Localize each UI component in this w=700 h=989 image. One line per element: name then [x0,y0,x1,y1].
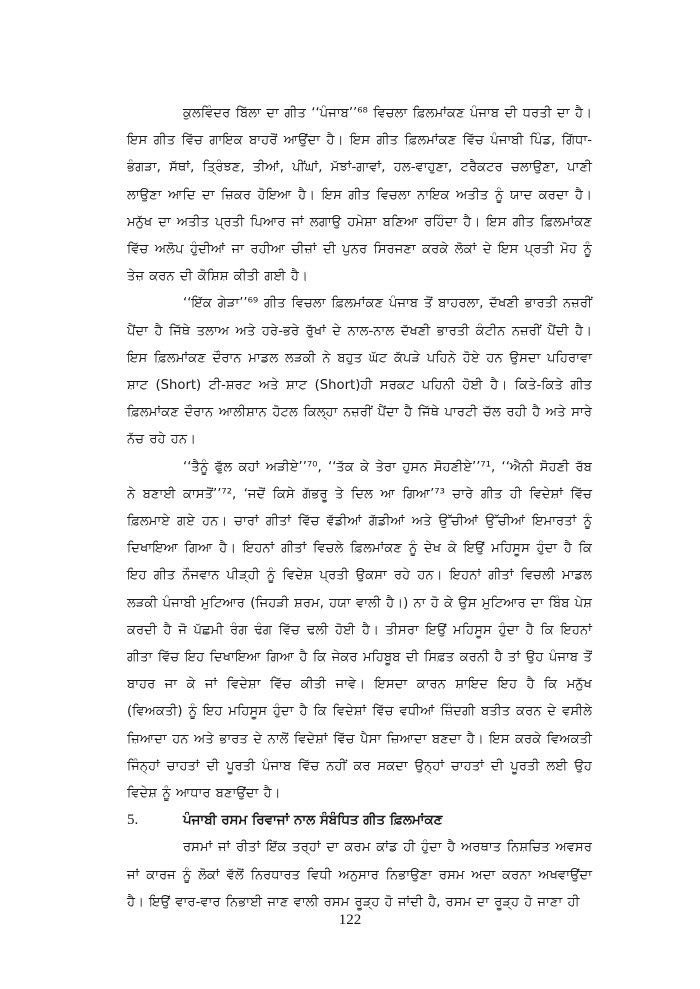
paragraph-punjab-song: ਕੁਲਵਿੰਦਰ ਬਿੱਲਾ ਦਾ ਗੀਤ ‘‘ਪੰਜਾਬ’’⁶⁸ ਵਿਚਲਾ ਫ਼ਿਲਮਾਂਕਣ ਪੰਜਾਬ ਦੀ ਧਰਤੀ ਦਾ ਹੈ। ਇਸ ਗੀਤ ਵਿੱਚ ਗਾਇਕ ਬਾਹਰੋਂ ਆਉਂਦਾ ਹੈ। ਇਸ ਗੀਤ ਫ਼ਿਲਮਾਂਕਣ ਵਿੱਚ ਪੰਜਾਬੀ ਪਿੰਡ, ਗਿੱਧਾ-ਭੰਗੜਾ, ਸੱਥਾਂ, ਤ੍ਰਿੰਝਣ, ਤੀਆਂ, ਪੀਂਘਾਂ, ਮੱਝਾਂ-ਗਾਵਾਂ, ਹਲ-ਵਾਹੁਣਾ, ਟਰੈਕਟਰ ਚਲਾਉਣਾ, ਪਾਣੀ ਲਾਉਣਾ ਆਦਿ ਦਾ ਜ਼ਿਕਰ ਹੋਇਆ ਹੈ। ਇਸ ਗੀਤ ਵਿਚਲਾ ਨਾਇਕ ਅਤੀਤ ਨੂੰ ਯਾਦ ਕਰਦਾ ਹੈ। ਮਨੁੱਖ ਦਾ ਅਤੀਤ ਪ੍ਰਤੀ ਪਿਆਰ ਜਾਂ ਲਗਾਉ ਹਮੇਸ਼ਾ ਬਣਿਆ ਰਹਿੰਦਾ ਹੈ। ਇਸ ਗੀਤ ਫ਼ਿਲਮਾਂਕਣ ਵਿੱਚ ਅਲੋਪ ਹੁੰਦੀਆਂ ਜਾ ਰਹੀਆ ਚੀਜ਼ਾਂ ਦੀ ਪੁਨਰ ਸਿਰਜਣਾ ਕਰਕੇ ਲੋਕਾਂ ਦੇ ਇਸ ਪ੍ਰਤੀ ਮੋਹ ਨੂੰ ਤੇਜ਼ ਕਰਨ ਦੀ ਕੋਸ਼ਿਸ਼ ਕੀਤੀ ਗਈ ਹੈ। [127,106,592,285]
section-title: ਪੰਜਾਬੀ ਰਸਮ ਰਿਵਾਜਾਂ ਨਾਲ ਸੰਬੰਧਿਤ ਗੀਤ ਫ਼ਿਲਮਾਂਕਣ [183,813,443,829]
page-number: 122 [338,912,362,928]
paragraph-rituals: ਰਸਮਾਂ ਜਾਂ ਰੀਤਾਂ ਇੱਕ ਤਰ੍ਹਾਂ ਦਾ ਕਰਮ ਕਾਂਡ ਹੀ ਹੁੰਦਾ ਹੈ ਅਰਥਾਤ ਨਿਸ਼ਚਿਤ ਅਵਸਰ ਜਾਂ ਕਾਰਜ ਨੂੰ ਲੋਕਾਂ ਵੱਲੋਂ ਨਿਰਧਾਰਤ ਵਿਧੀ ਅਨੁਸਾਰ ਨਿਭਾਉਣਾ ਰਸਮ ਅਦਾ ਕਰਨਾ ਅਖਵਾਉਂਦਾ ਹੈ। ਇਉਂ ਵਾਰ-ਵਾਰ ਨਿਭਾਈ ਜਾਣ ਵਾਲੀ ਰਸਮ ਰੂੜ੍ਹ ਹੋ ਜਾਂਦੀ ਹੈ, ਰਸਮ ਦਾ ਰੂੜ੍ਹ ਹੋ ਜਾਣਾ ਹੀ [127,840,592,910]
section-heading [127,807,592,834]
paragraph-ikk-gera-song: ‘‘ਇੱਕ ਗੇੜਾ’’⁶⁹ ਗੀਤ ਵਿਚਲਾ ਫ਼ਿਲਮਾਂਕਣ ਪੰਜਾਬ ਤੋਂ ਬਾਹਰਲਾ, ਦੱਖਣੀ ਭਾਰਤੀ ਨਜ਼ਰੀਂ ਪੈਂਦਾ ਹੈ ਜਿੱਥੇ ਤਲਾਅ ਅਤੇ ਹਰੇ-ਭਰੇ ਰੁੱਖਾਂ ਦੇ ਨਾਲ-ਨਾਲ ਦੱਖਣੀ ਭਾਰਤੀ ਕੰਟੀਨ ਨਜ਼ਰੀਂ ਪੈਂਦੀ ਹੈ। ਇਸ ਫ਼ਿਲਮਾਂਕਣ ਦੌਰਾਨ ਮਾਡਲ ਲੜਕੀ ਨੇ ਬਹੁਤ ਘੱਟ ਕੱਪੜੇ ਪਹਿਨੇ ਹੋਏ ਹਨ ਉਸਦਾ ਪਹਿਰਾਵਾ ਸ਼ਾਟ (Short) ਟੀ-ਸ਼ਰਟ ਅਤੇ ਸ਼ਾਟ (Short)ਹੀ ਸਰਕਟ ਪਹਿਨੀ ਹੋਈ ਹੈ। ਕਿਤੇ-ਕਿਤੇ ਗੀਤ ਫ਼ਿਲਮਾਂਕਣ ਦੌਰਾਨ ਆਲੀਸ਼ਾਨ ਹੋਟਲ ਕਿਲ੍ਹਾ ਨਜ਼ਰੀਂ ਪੈਂਦਾ ਹੈ ਜਿੱਥੇ ਪਾਰਟੀ ਚੱਲ ਰਹੀ ਹੈ ਅਤੇ ਸਾਰੇ ਨੱਚ ਰਹੇ ਹਨ। [127,296,592,448]
section-number: 5. [127,812,139,829]
document-page [127,100,592,916]
paragraph-foreign-songs: ‘‘ਤੈਨੂੰ ਫੁੱਲ ਕਹਾਂ ਅੜੀਏ’’⁷⁰, ‘‘ਤੱਕ ਕੇ ਤੇਰਾ ਹੁਸਨ ਸੋਹਣੀਏ’’⁷¹, ‘‘ਐਨੀ ਸੋਹਣੀ ਰੱਬ ਨੇ ਬਣਾਈ ਕਾਸਤੋਂ’’⁷², ‘ਜਦੋਂ ਕਿਸੇ ਗੱਭਰੂ ਤੇ ਦਿਲ ਆ ਗਿਆ’⁷³ ਚਾਰੇ ਗੀਤ ਹੀ ਵਿਦੇਸ਼ਾਂ ਵਿੱਚ ਫ਼ਿਲਮਾਏ ਗਏ ਹਨ। ਚਾਰਾਂ ਗੀਤਾਂ ਵਿੱਚ ਵੱਡੀਆਂ ਗੱਡੀਆਂ ਅਤੇ ਉੱਚੀਆਂ ਉੱਚੀਆਂ ਇਮਾਰਤਾਂ ਨੂੰ ਦਿਖਾਇਆ ਗਿਆ ਹੈ। ਇਹਨਾਂ ਗੀਤਾਂ ਵਿਚਲੇ ਫ਼ਿਲਮਾਂਕਣ ਨੂੰ ਦੇਖ ਕੇ ਇਉਂ ਮਹਿਸੂਸ ਹੁੰਦਾ ਹੈ ਕਿ ਇਹ ਗੀਤ ਨੌਜਵਾਨ ਪੀੜ੍ਹੀ ਨੂੰ ਵਿਦੇਸ਼ ਪ੍ਰਤੀ ਉਕਸਾ ਰਹੇ ਹਨ। ਇਹਨਾਂ ਗੀਤਾਂ ਵਿਚਲੀ ਮਾਡਲ ਲੜਕੀ ਪੰਜਾਬੀ ਮੁਟਿਆਰ (ਜਿਹੜੀ ਸ਼ਰਮ, ਹਯਾ ਵਾਲੀ ਹੈ।) ਨਾ ਹੋ ਕੇ ਉਸ ਮੁਟਿਆਰ ਦਾ ਬਿੰਬ ਪੇਸ਼ ਕਰਦੀ ਹੈ ਜੋ ਪੱਛਮੀ ਰੰਗ ਢੰਗ ਵਿੱਚ ਢਲੀ ਹੋਈ ਹੈ। ਤੀਸਰਾ ਇਉਂ ਮਹਿਸੂਸ ਹੁੰਦਾ ਹੈ ਕਿ ਇਹਨਾਂ ਗੀਤਾ ਵਿੱਚ ਇਹ ਦਿਖਾਇਆ ਗਿਆ ਹੈ ਕਿ ਜੇਕਰ ਮਹਿਬੂਬ ਦੀ ਸਿਫ਼ਤ ਕਰਨੀ ਹੈ ਤਾਂ ਉਹ ਪੰਜਾਬ ਤੋਂ ਬਾਹਰ ਜਾ ਕੇ ਜਾਂ ਵਿਦੇਸ਼ਾ ਵਿੱਚ ਕੀਤੀ ਜਾਵੇ। ਇਸਦਾ ਕਾਰਨ ਸ਼ਾਇਦ ਇਹ ਹੈ ਕਿ ਮਨੁੱਖ (ਵਿਅਕਤੀ) ਨੂੰ ਇਹ ਮਹਿਸੂਸ ਹੁੰਦਾ ਹੈ ਕਿ ਵਿਦੇਸ਼ਾਂ ਵਿੱਚ ਵਧੀਆਂ ਜ਼ਿੰਦਗੀ ਬਤੀਤ ਕਰਨ ਦੇ ਵਸੀਲੇ ਜ਼ਿਆਦਾ ਹਨ ਅਤੇ ਭਾਰਤ ਦੇ ਨਾਲੋਂ ਵਿਦੇਸ਼ਾਂ ਵਿੱਚ ਪੈਸਾ ਜ਼ਿਆਦਾ ਬਣਦਾ ਹੈ। ਇਸ ਕਰਕੇ ਵਿਅਕਤੀ ਜਿੰਨ੍ਹਾਂ ਚਾਹਤਾਂ ਦੀ ਪੂਰਤੀ ਪੰਜਾਬ ਵਿੱਚ ਨਹੀਂ ਕਰ ਸਕਦਾ ਉਨ੍ਹਾਂ ਚਾਹਤਾਂ ਦੀ ਪੂਰਤੀ ਲਈ ਉਹ ਵਿਦੇਸ਼ ਨੂੰ ਆਧਾਰ ਬਣਾਉਂਦਾ ਹੈ। [127,459,592,802]
